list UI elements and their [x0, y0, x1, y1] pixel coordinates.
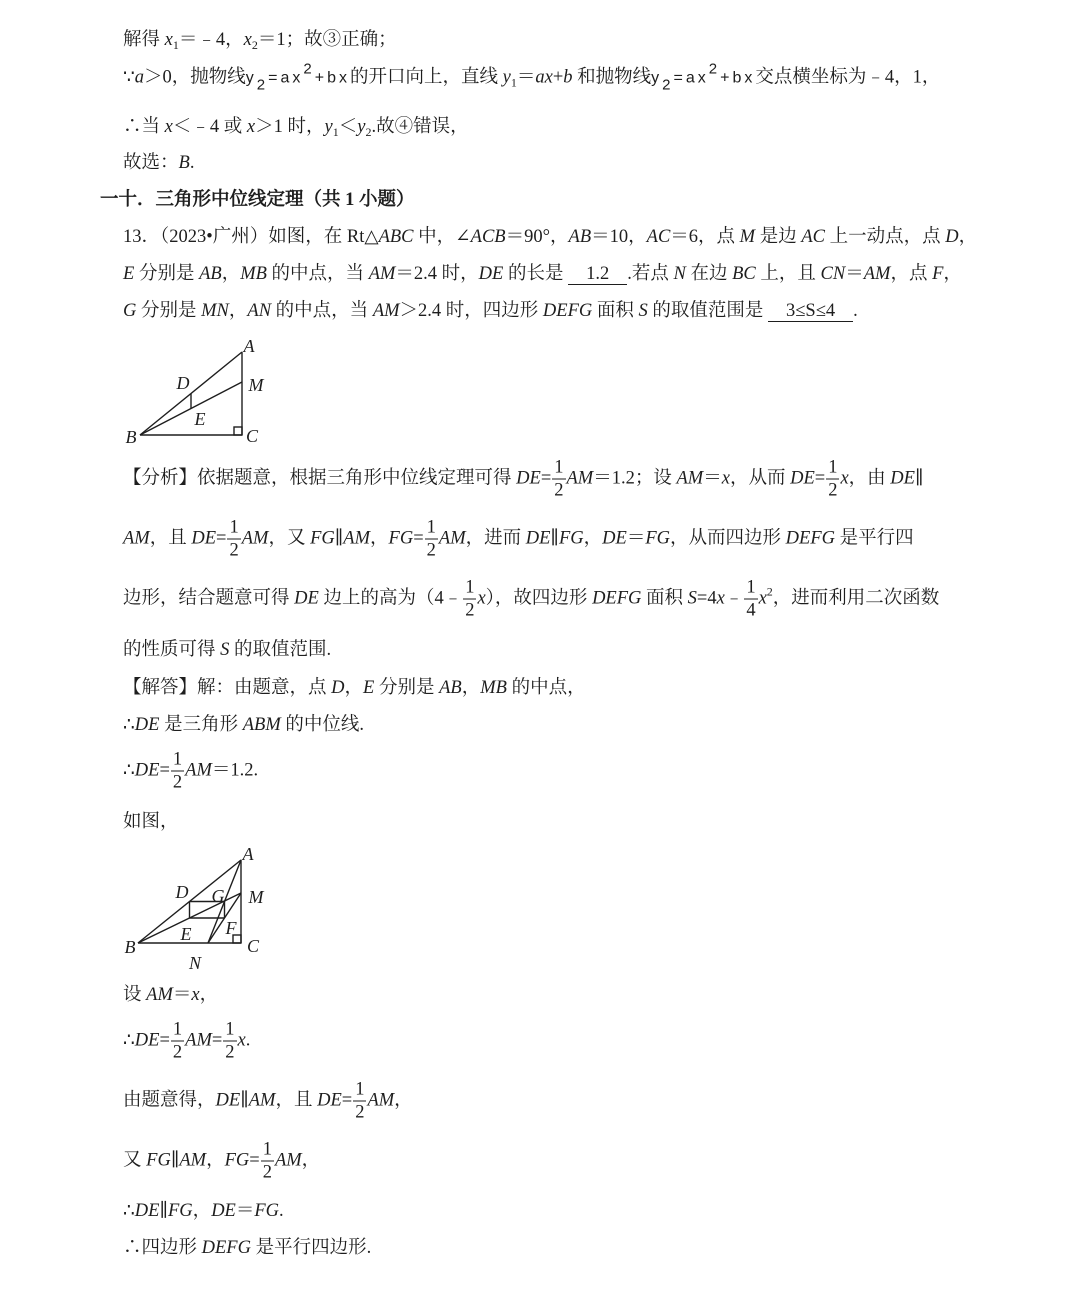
text-run: ∥ — [170, 1150, 180, 1171]
subscript: 2 — [365, 125, 372, 139]
fraction-numerator: 1 — [172, 749, 183, 770]
label-a: A — [242, 844, 254, 864]
fraction-denominator: 2 — [229, 540, 239, 561]
problem-line-2 — [123, 262, 962, 286]
math-variable: AM — [566, 468, 594, 489]
label-b: B — [124, 937, 136, 957]
math-variable: AM — [438, 528, 466, 549]
math-variable: D — [331, 678, 345, 698]
text-run: 的取值范围. — [229, 640, 332, 660]
text-run: ∴ — [123, 715, 135, 735]
solution-line-4 — [123, 810, 179, 834]
text-run: ＝ — [845, 264, 864, 284]
label-m: M — [248, 887, 264, 907]
fraction-denominator: 2 — [172, 772, 183, 793]
text-run: ， — [461, 678, 481, 698]
text-run: 的中点， — [506, 678, 586, 698]
text-run: ﹣ — [724, 588, 744, 609]
solution-line-3 — [123, 749, 258, 794]
fraction — [744, 577, 757, 622]
label-d: D — [175, 882, 189, 902]
solution-line-8 — [123, 1139, 320, 1184]
fraction — [223, 1019, 236, 1064]
label-m: M — [248, 375, 264, 395]
formula-superscript: 2 — [303, 60, 315, 78]
text-run: ， — [221, 264, 241, 284]
math-variable: x — [164, 30, 173, 50]
math-variable: N — [673, 264, 686, 284]
solution-line-2 — [123, 713, 364, 737]
subscript: 1 — [172, 38, 179, 52]
text-run: 是平行四边形. — [250, 1238, 372, 1258]
text-run: = — [341, 1090, 353, 1111]
math-variable: DE — [134, 715, 160, 735]
fraction-numerator: 1 — [229, 517, 239, 538]
text-run: ∴当 — [123, 117, 165, 137]
fraction-denominator: 2 — [426, 540, 436, 561]
label-g: G — [211, 886, 225, 906]
math-variable: AM — [123, 528, 150, 549]
math-variable: MN — [201, 301, 229, 321]
math-variable: x — [721, 468, 730, 489]
math-variable: y — [357, 117, 366, 137]
math-variable: AM — [248, 1090, 276, 1111]
math-variable: DE — [294, 588, 319, 609]
text-run: ， — [583, 528, 603, 549]
math-variable: E — [123, 264, 135, 284]
math-variable: DE — [317, 1090, 342, 1111]
text-run: ∥ — [914, 468, 924, 489]
formula-subscript: 2 — [256, 76, 269, 94]
math-variable: FG — [224, 1150, 250, 1171]
math-variable: x — [477, 588, 486, 609]
math-variable: DEFG — [785, 528, 835, 549]
fraction-numerator: 1 — [225, 1019, 235, 1040]
text-run: 的中点，当 — [266, 264, 369, 284]
math-variable: B — [178, 153, 190, 173]
fraction — [826, 457, 839, 502]
text-run: ，进而 — [465, 528, 526, 549]
label-c: C — [245, 426, 259, 446]
math-variable: FG — [310, 528, 335, 549]
text-run: ，进而利用二次函数 — [772, 588, 940, 609]
math-variable: FG — [388, 528, 414, 549]
text-run: 的取值范围是 — [647, 301, 769, 321]
math-variable: AM — [241, 528, 269, 549]
text-run: 是边 — [755, 227, 802, 247]
fraction-numerator: 1 — [355, 1079, 365, 1100]
text-run: ∥ — [159, 1201, 168, 1221]
text-run: ， — [370, 528, 389, 549]
text-run: 由题意得， — [123, 1090, 216, 1111]
figure-triangle-abc — [120, 335, 280, 450]
math-variable: FG — [254, 1201, 280, 1221]
text-run: ， — [199, 985, 219, 1005]
text-run: ，由 — [848, 468, 891, 489]
subscript: 1 — [510, 75, 517, 90]
figure-parallelogram-defg — [120, 840, 280, 975]
formula-text: =ax — [268, 69, 304, 87]
text-run: ∥ — [240, 1090, 249, 1111]
text-run: ＝ — [703, 468, 722, 489]
math-variable: AM — [179, 1150, 207, 1171]
math-variable: DE — [134, 1030, 160, 1051]
math-variable: DE — [478, 264, 504, 284]
math-variable: AM — [146, 985, 173, 1005]
math-variable: x — [758, 588, 767, 609]
prev-solution-roots-line — [123, 28, 397, 52]
label-b: B — [125, 427, 137, 447]
math-variable: D — [945, 227, 959, 247]
problem-line-3 — [123, 299, 858, 323]
subscript: 2 — [251, 38, 258, 52]
text-run: ，且 — [275, 1090, 318, 1111]
fraction-numerator: 1 — [465, 577, 475, 598]
text-run: 的中位线. — [280, 715, 364, 735]
analysis-line-4 — [123, 638, 331, 662]
math-variable: DE — [525, 528, 551, 549]
text-run: ， — [943, 264, 962, 284]
math-variable: MB — [240, 264, 267, 284]
formula-subscript: 2 — [662, 76, 674, 94]
text-run: 面积 — [641, 588, 688, 609]
fraction-denominator: 2 — [465, 600, 475, 621]
math-variable: x — [237, 1030, 246, 1051]
text-run: ， — [301, 1150, 321, 1171]
text-run: ∥ — [334, 528, 344, 549]
label-d: D — [176, 373, 190, 393]
text-run: 设 — [123, 985, 147, 1005]
solution-line-9 — [123, 1199, 284, 1223]
fraction — [261, 1139, 274, 1184]
text-run: 的中点，当 — [271, 301, 373, 321]
text-run: ＝ — [172, 985, 192, 1005]
text-run: 分别是 — [134, 264, 200, 284]
text-run: 的开口向上，直线 — [349, 67, 503, 88]
solution-line-1 — [123, 676, 586, 700]
text-run: ＝10， — [591, 227, 647, 247]
fraction — [171, 749, 184, 794]
text-run: ∴四边形 — [123, 1238, 202, 1258]
text-run: ∥ — [550, 528, 559, 549]
math-variable: DE — [516, 468, 541, 489]
fraction-numerator: 1 — [262, 1139, 272, 1160]
text-run: 边形，结合题意可得 — [123, 588, 295, 609]
math-variable: ax — [535, 67, 553, 88]
math-variable: DEFG — [592, 588, 642, 609]
math-variable: DE — [790, 468, 815, 489]
text-run: = — [249, 1150, 260, 1171]
solution-line-7 — [123, 1079, 413, 1124]
math-variable: BC — [732, 264, 756, 284]
fraction-numerator: 1 — [828, 457, 838, 478]
fraction-denominator: 2 — [828, 480, 838, 501]
math-variable: FG — [146, 1150, 171, 1171]
fraction — [552, 457, 565, 502]
subscript: 1 — [332, 125, 339, 139]
math-variable: AM — [274, 1150, 302, 1171]
text-run: 交点横坐标为﹣4，1， — [755, 67, 941, 88]
math-variable: y — [502, 67, 511, 88]
text-run: ＝ — [235, 1201, 255, 1221]
fraction-denominator: 2 — [262, 1162, 272, 1183]
section-heading — [100, 188, 415, 212]
text-run: ，点 — [890, 264, 933, 284]
text-run: ，从而四边形 — [670, 528, 786, 549]
math-variable: E — [363, 678, 375, 698]
text-run: ＝ — [516, 67, 536, 88]
text-run: ， — [344, 678, 364, 698]
answer-blank: 1.2 — [568, 264, 627, 285]
text-run: ∵ — [123, 67, 135, 88]
fraction-numerator: 1 — [554, 457, 564, 478]
fraction — [171, 1019, 184, 1064]
label-a: A — [243, 336, 255, 356]
math-variable: x — [246, 117, 256, 137]
math-variable: AB — [439, 678, 462, 698]
math-variable: DE — [890, 468, 915, 489]
math-variable: a — [134, 67, 145, 88]
text-run: ＝1；故③正确； — [257, 30, 397, 50]
math-variable: G — [123, 301, 137, 321]
math-variable: DEFG — [542, 301, 593, 321]
math-variable: DE — [134, 760, 160, 781]
fraction-numerator: 1 — [426, 517, 436, 538]
analysis-line-3 — [123, 577, 939, 622]
text-run: 中，∠ — [413, 227, 471, 247]
text-run: ＝ — [626, 528, 646, 549]
solution-line-6 — [123, 1019, 250, 1064]
math-variable: AM — [185, 760, 212, 781]
fraction-denominator: 2 — [225, 1042, 235, 1063]
math-variable: AC — [646, 227, 671, 247]
prev-solution-opening-line — [123, 60, 941, 94]
math-variable: AC — [801, 227, 825, 247]
analysis-line-1 — [123, 457, 924, 502]
text-run: ＞1 时， — [255, 117, 325, 137]
math-variable: FG — [645, 528, 671, 549]
text-run: ， — [192, 1201, 212, 1221]
text-run: 上一动点，点 — [825, 227, 946, 247]
formula-text: +bx — [314, 69, 350, 87]
text-run: 是三角形 — [159, 715, 243, 735]
fraction — [425, 517, 438, 562]
text-run: ， — [958, 227, 978, 247]
math-variable: S — [638, 301, 648, 321]
text-run: 【解答】解：由题意，点 — [123, 678, 332, 698]
text-run: 故选： — [123, 153, 179, 173]
text-run: 又 — [123, 1150, 147, 1171]
text-run: ，且 — [149, 528, 192, 549]
text-run: 在边 — [685, 264, 733, 284]
math-variable: DE — [602, 528, 627, 549]
text-run: ＞2.4 时，四边形 — [399, 301, 543, 321]
text-run: 解得 — [123, 30, 165, 50]
text-run: 上，且 — [755, 264, 821, 284]
answer-blank: 3≤S≤4 — [768, 301, 853, 322]
analysis-line-2 — [123, 517, 914, 562]
text-run: 分别是 — [374, 678, 440, 698]
math-variable: b — [563, 67, 573, 88]
math-variable: x — [191, 985, 200, 1005]
text-run: ＞0，抛物线 — [144, 67, 246, 88]
text-run: . — [245, 1030, 251, 1051]
text-run: 如图， — [123, 812, 179, 832]
fraction — [463, 577, 476, 622]
math-variable: AM — [343, 528, 371, 549]
text-run: 13．（2023•广州）如图，在 Rt△ — [123, 227, 379, 247]
text-run: 的性质可得 — [123, 640, 221, 660]
math-variable: x — [840, 468, 849, 489]
math-variable: CN — [820, 264, 846, 284]
math-variable: AM — [676, 468, 704, 489]
label-e: E — [194, 409, 206, 429]
label-e: E — [180, 924, 192, 944]
text-run: 和抛物线 — [572, 67, 652, 88]
math-variable: AM — [368, 264, 396, 284]
math-variable: S — [220, 640, 230, 660]
text-run: ＜ — [338, 117, 358, 137]
label-f: F — [225, 918, 237, 938]
text-run: = — [540, 468, 552, 489]
math-variable: DE — [215, 1090, 241, 1111]
math-variable: AM — [367, 1090, 395, 1111]
label-c: C — [246, 936, 260, 956]
math-variable: AM — [185, 1030, 212, 1051]
text-run: = — [814, 468, 826, 489]
text-run: .若点 — [627, 264, 674, 284]
text-run: ＝1.2. — [211, 760, 259, 781]
text-run: 分别是 — [136, 301, 202, 321]
fraction-denominator: 4 — [746, 600, 756, 621]
math-variable: FG — [558, 528, 584, 549]
math-variable: MB — [480, 678, 507, 698]
math-variable: AB — [568, 227, 592, 247]
math-variable: AN — [247, 301, 272, 321]
text-run: = — [159, 1030, 170, 1051]
text-run: + — [552, 67, 564, 88]
math-variable: M — [739, 227, 756, 247]
text-run: 面积 — [592, 301, 639, 321]
text-run: ＜﹣4 或 — [172, 117, 247, 137]
math-variable: DE — [134, 1201, 160, 1221]
text-run: . — [279, 1201, 284, 1221]
math-variable: DE — [191, 528, 217, 549]
text-run: ∴ — [123, 1030, 135, 1051]
text-run: ＝90°， — [505, 227, 569, 247]
text-run: .故④错误， — [371, 117, 469, 137]
text-run: 是平行四 — [834, 528, 914, 549]
math-variable: DEFG — [201, 1238, 251, 1258]
text-run: ＝1.2；设 — [593, 468, 677, 489]
math-variable: ABC — [378, 227, 414, 247]
text-run: ， — [228, 301, 248, 321]
text-run: ， — [394, 1090, 413, 1111]
fraction-numerator: 1 — [746, 577, 756, 598]
formula-text: +bx — [720, 69, 756, 87]
math-variable: x — [716, 588, 725, 609]
fraction-denominator: 2 — [172, 1042, 183, 1063]
text-run: =4 — [696, 588, 717, 609]
text-run: ∴ — [123, 760, 135, 781]
label-n: N — [188, 953, 202, 973]
math-variable: x — [164, 117, 173, 137]
text-run: = — [211, 1030, 223, 1051]
text-run: ＝6，点 — [670, 227, 740, 247]
math-variable: S — [687, 588, 697, 609]
text-run: 【分析】依据题意，根据三角形中位线定理可得 — [123, 468, 517, 489]
math-variable: FG — [168, 1201, 193, 1221]
text-run: ＝﹣4， — [178, 30, 244, 50]
fraction — [353, 1079, 366, 1124]
math-variable: AM — [863, 264, 891, 284]
math-variable: ACB — [470, 227, 506, 247]
superscript: 2 — [766, 584, 773, 599]
formula-superscript: 2 — [708, 60, 721, 78]
math-variable: AM — [372, 301, 400, 321]
text-run: ＝2.4 时， — [395, 264, 479, 284]
text-run: . — [189, 153, 195, 173]
math-variable: ABM — [242, 715, 281, 735]
text-run: ∴ — [123, 1201, 135, 1221]
problem-line-1 — [123, 225, 977, 249]
solution-line-5 — [123, 983, 218, 1007]
text-run: ），故四边形 — [485, 588, 593, 609]
text-run: = — [413, 528, 424, 549]
text-run: ， — [206, 1150, 225, 1171]
math-variable: F — [932, 264, 944, 284]
formula-text: =ax — [673, 69, 709, 87]
text-run: . — [853, 301, 858, 321]
text-run: = — [159, 760, 170, 781]
fraction-denominator: 2 — [355, 1102, 365, 1123]
fraction-numerator: 1 — [172, 1019, 183, 1040]
text-run: 的长是 — [503, 264, 569, 284]
fraction-denominator: 2 — [554, 480, 564, 501]
prev-solution-conclusion-line — [123, 115, 469, 139]
right-angle-mark — [234, 427, 242, 435]
text-run: ，从而 — [729, 468, 791, 489]
text-run: 边上的高为（4﹣ — [318, 588, 463, 609]
formula-text: y — [651, 69, 663, 87]
formula-text: y — [245, 69, 257, 87]
bold-text: 一十．三角形中位线定理（共 1 小题） — [100, 190, 415, 210]
math-variable: AB — [199, 264, 222, 284]
solution-line-10 — [123, 1236, 371, 1260]
fraction — [227, 517, 240, 562]
prev-solution-choice-line — [123, 151, 194, 175]
math-variable: y — [324, 117, 333, 137]
text-run: ，又 — [268, 528, 311, 549]
text-run: = — [216, 528, 227, 549]
math-variable: x — [243, 30, 252, 50]
math-variable: DE — [211, 1201, 236, 1221]
